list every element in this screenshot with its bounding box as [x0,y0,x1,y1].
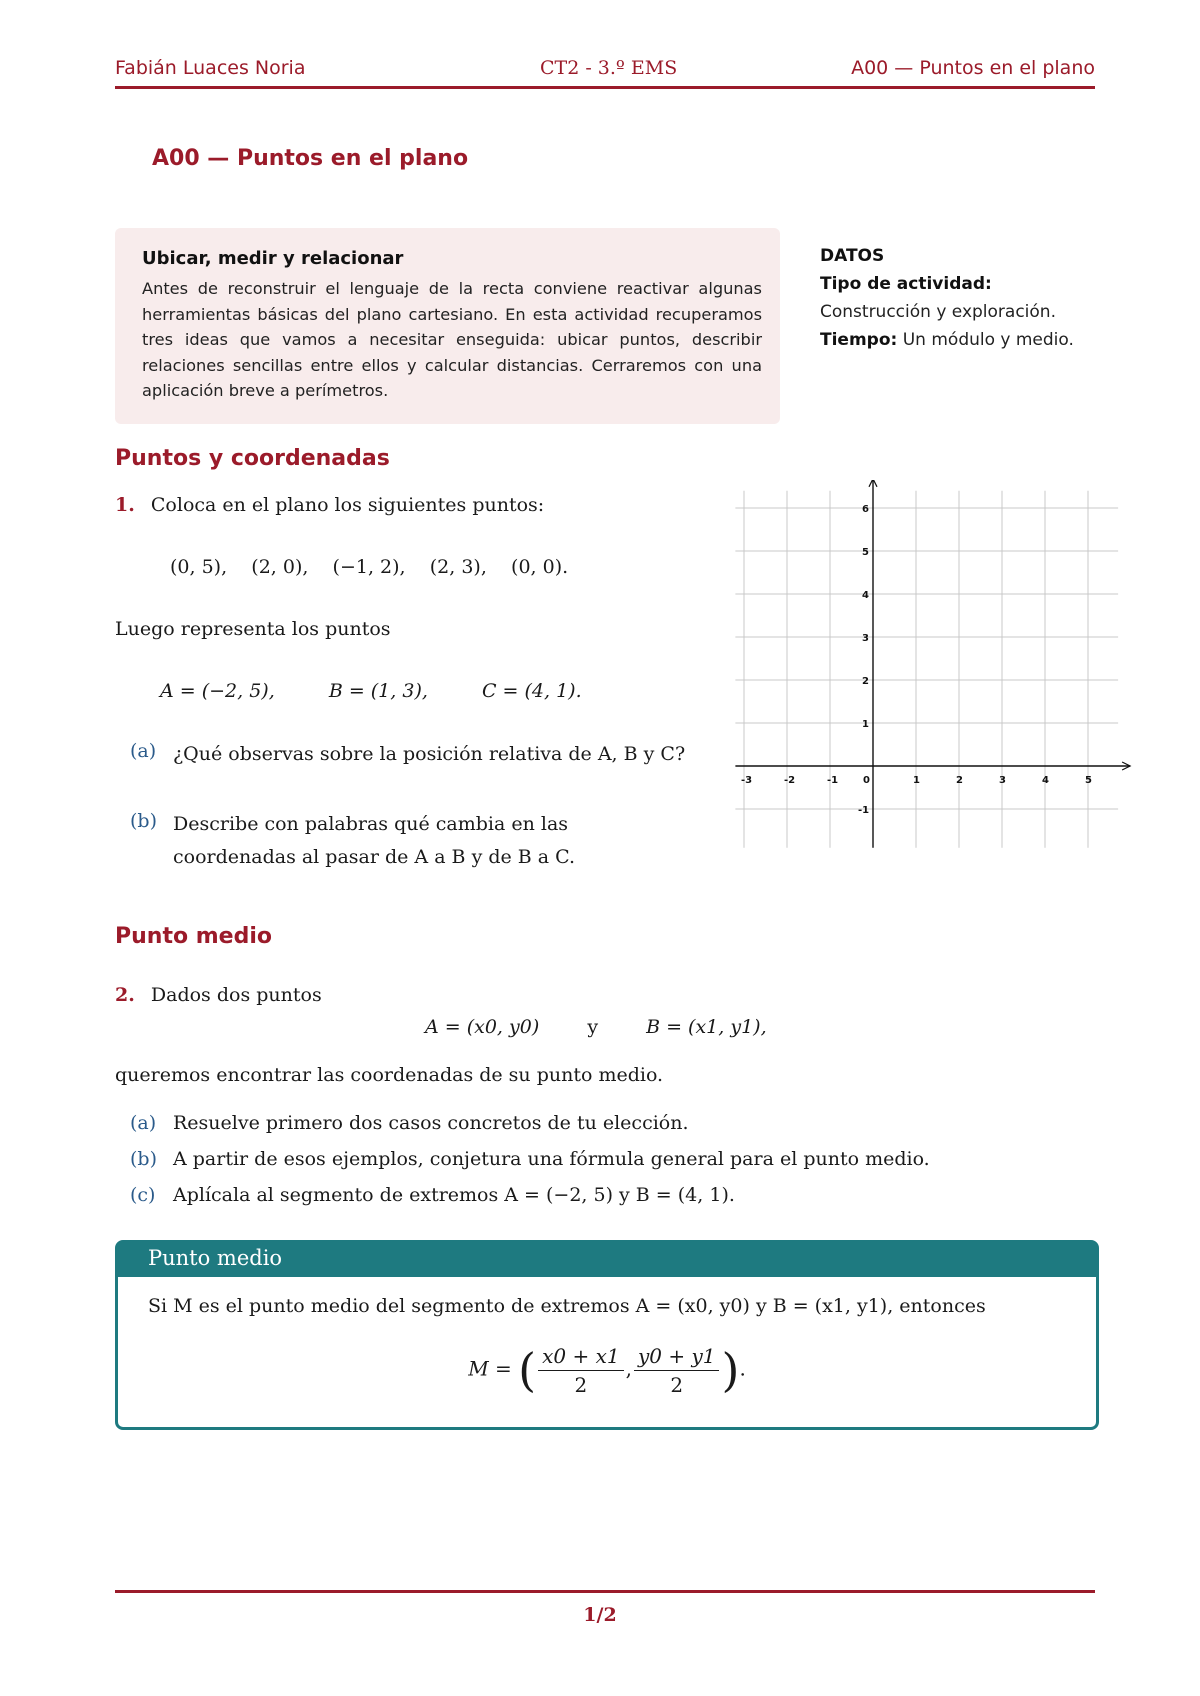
formula-den-x: 2 [574,1372,588,1397]
x-tick-label: -3 [741,775,753,786]
sub-2c-text: Aplícala al segmento de extremos A = (−2, 5) y B = (4, 1). [173,1184,735,1206]
named-points [160,678,582,704]
page-number: 1/2 [583,1604,617,1626]
sub-2c-label: (c) [130,1184,156,1206]
header-rule [115,86,1095,89]
point-b: B = (1, 3), [328,680,428,702]
page-title: A00 — Puntos en el plano [152,146,469,171]
box-body-text: Si M es el punto medio del segmento de extremos A = (x0, y0) y B = (x1, y1), entonces [148,1295,986,1317]
points-formula [425,1014,767,1040]
header-course: CT2 - 3.º EMS [540,57,678,79]
exercise-1-number: 1. [115,494,135,516]
formula-num-x: x0 + x1 [538,1344,623,1371]
exercise-2-number: 2. [115,984,135,1006]
y-tick-label: 5 [862,547,869,558]
intro-title: Ubicar, medir y relacionar [142,248,404,269]
footer-rule [115,1590,1095,1593]
x-tick-label: 0 [863,775,870,786]
datos-tiempo-label: Tiempo: [820,330,898,350]
header-author: Fabián Luaces Noria [115,57,306,79]
box-header [118,1243,1096,1277]
x-tick-label: 4 [1042,775,1049,786]
y-tick-label: 1 [862,719,869,730]
formula-num-y: y0 + y1 [634,1344,720,1371]
formula-a: A = (x0, y0) [425,1016,540,1038]
x-tick-label: -2 [784,775,796,786]
intro-box [115,228,780,424]
midpoint-follow-text: queremos encontrar las coordenadas de su punto medio. [115,1064,664,1086]
x-tick-label: -1 [827,775,839,786]
y-tick-label: 2 [862,676,869,687]
datos-heading: DATOS [820,246,885,266]
datos-tiempo-value: Un módulo y medio. [902,330,1074,350]
section-title-coordinates: Puntos y coordenadas [115,446,390,471]
x-tick-label: 3 [999,775,1006,786]
x-tick-label: 2 [956,775,963,786]
sub-2a-text: Resuelve primero dos casos concretos de tu elección. [173,1112,689,1134]
sub-question-b-text: Describe con palabras qué cambia en las coordenadas al pasar de A a B y de B a C. [173,813,576,868]
y-tick-label: -1 [858,805,870,816]
formula-lhs: M = [468,1356,512,1381]
intro-text: Antes de reconstruir el lenguaje de la recta conviene reactivar algunas herramientas básicas del plano cartesiano. En esta actividad recuperamos tres ideas que vamos a necesitar enseguida: ubicar puntos, describir relaciones sencillas entre ellos y calcular distancias. Cerraremos con una aplicación breve a perímetros. [142,279,762,400]
formula-tail: . [739,1356,746,1381]
datos-tipo-value: Construcción y exploración. [820,302,1056,322]
x-tick-label: 5 [1085,775,1092,786]
box-title: Punto medio [148,1246,283,1270]
point-a: A = (−2, 5), [160,680,275,702]
sub-question-a-text: ¿Qué observas sobre la posición relativa de A, B y C? [173,743,686,765]
formula-b: B = (x1, y1), [646,1016,767,1038]
x-tick-label: 1 [913,775,920,786]
exercise-2-text: Dados dos puntos [150,984,322,1006]
datos-panel [820,242,1110,354]
y-tick-label: 6 [862,504,869,515]
point-c: C = (4, 1). [481,680,582,702]
exercise-2 [115,982,322,1008]
exercise-1 [115,492,544,518]
y-tick-label: 3 [862,633,869,644]
datos-tipo-label: Tipo de actividad: [820,274,992,294]
formula-conj: y [587,1016,599,1038]
header-activity: A00 — Puntos en el plano [851,57,1095,79]
exercise-1-text: Coloca en el plano los siguientes puntos: [150,494,545,516]
midpoint-theorem-box [115,1240,1099,1430]
sub-question-a-label: (a) [130,740,157,762]
sub-question-b-label: (b) [130,810,157,832]
sub-2b-text: A partir de esos ejemplos, conjetura una fórmula general para el punto medio. [173,1148,930,1170]
coordinate-grid [735,480,1135,860]
section-title-midpoint: Punto medio [115,924,272,949]
sub-2a-label: (a) [130,1112,157,1134]
points-list: (0, 5), (2, 0), (−1, 2), (2, 3), (0, 0). [170,556,569,578]
then-text: Luego representa los puntos [115,618,391,640]
y-tick-label: 4 [862,590,869,601]
midpoint-formula: M = ( $\frac{x0 + x1}{2}$ , $\frac{y0 + y1}{2}$ ). [468,1343,746,1397]
sub-2b-label: (b) [130,1148,157,1170]
formula-den-y: 2 [670,1372,684,1397]
